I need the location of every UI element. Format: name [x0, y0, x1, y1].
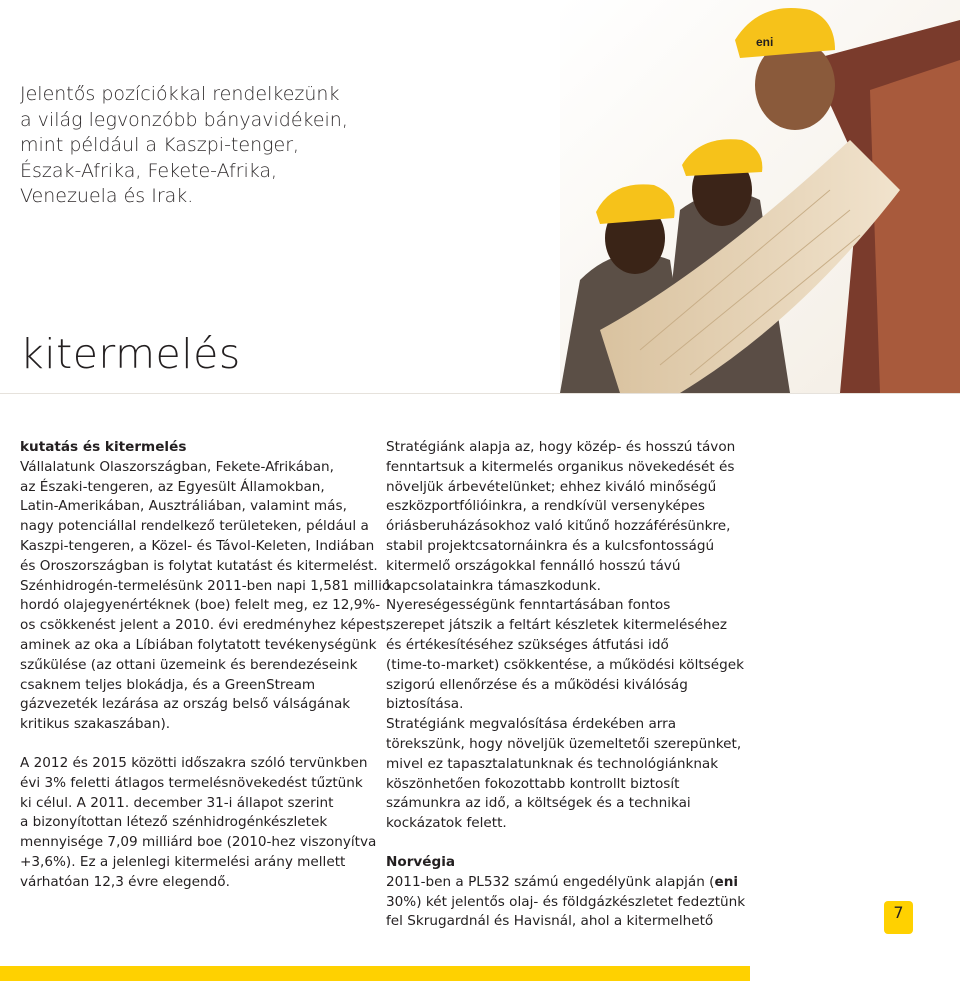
- text-line: +3,6%). Ez a jelenlegi kitermelési arány mellett: [20, 853, 346, 870]
- text-line: növeljük árbevételünket; ehhez kiváló minőségű: [386, 478, 717, 495]
- text-line: köszönhetően fokozottabb kontrollt biztosít: [386, 775, 680, 792]
- left-column: [20, 438, 391, 893]
- page-number: 7: [884, 901, 913, 934]
- workers-illustration: [560, 0, 960, 393]
- text-line: Nyereségességünk fenntartásában fontos: [386, 597, 671, 614]
- text-line: szűkülése (az ottani üzemeink és berendezéseink: [20, 656, 358, 673]
- eni-bold: eni: [714, 873, 739, 890]
- text-line: csaknem teljes blokádja, és a GreenStream: [20, 676, 316, 693]
- text-fragment: 2011-ben a PL532 számú engedélyünk alapján (: [386, 873, 715, 890]
- text-line: kritikus szakaszában).: [20, 716, 171, 733]
- text-line: stabil projektcsatornáinkra és a kulcsfontosságú: [386, 537, 715, 554]
- text-line: Stratégiánk alapja az, hogy közép- és hosszú távon: [386, 439, 736, 455]
- text-line: Szénhidrogén-termelésünk 2011-ben napi 1,581 millió: [20, 577, 391, 594]
- text-line: os csökkenést jelent a 2010. évi eredményhez képest,: [20, 617, 390, 634]
- intro-line: Venezuela és Irak.: [20, 185, 194, 207]
- text-line: kockázatok felett.: [386, 815, 507, 832]
- intro-line: a világ legvonzóbb bányavidékein,: [20, 108, 348, 131]
- intro-line: Jelentős pozíciókkal rendelkezünk: [20, 83, 340, 105]
- section-title: kitermelés: [20, 330, 241, 378]
- text-line: szigorú ellenőrzése és a működési kiválóság: [386, 676, 688, 693]
- text-line: évi 3% feletti átlagos termelésnövekedést tűztünk: [20, 774, 363, 791]
- text-line: törekszünk, hogy növeljük üzemeltetői szerepünket,: [386, 735, 742, 752]
- left-paragraph-2: [20, 754, 377, 893]
- footer-bar: [0, 966, 750, 981]
- text-line: eszközportfólióinkra, a rendkívül versenyképes: [386, 498, 705, 515]
- text-line: Kaszpi-tengeren, a Közel- és Távol-Keleten, Indiában: [20, 537, 375, 554]
- text-line: 30%) két jelentős olaj- és földgázkészletet fedeztünk: [386, 893, 746, 910]
- text-line: biztosítása.: [386, 696, 464, 713]
- left-heading: kutatás és kitermelés: [20, 439, 187, 455]
- text-line: Latin-Amerikában, Ausztráliában, valamint más,: [20, 498, 347, 515]
- text-line: fel Skrugardnál és Havisnál, ahol a kitermelhető: [386, 913, 714, 930]
- text-line: fenntartsuk a kitermelés organikus növekedését és: [386, 458, 735, 475]
- text-line: szerepet játszik a feltárt készletek kitermeléséhez: [386, 617, 727, 634]
- text-line: és Oroszországban is folytat kutatást és kitermelést.: [20, 557, 378, 574]
- text-line: kapcsolatainkra támaszkodunk.: [386, 577, 601, 594]
- text-line: és értékesítéséhez szükséges átfutási idő: [386, 636, 669, 653]
- text-line: Vállalatunk Olaszországban, Fekete-Afrikában,: [20, 458, 334, 475]
- text-line: várhatóan 12,3 évre elegendő.: [20, 873, 230, 890]
- text-line: mennyisége 7,09 milliárd boe (2010-hez viszonyítva: [20, 834, 377, 851]
- text-line: hordó olajegyenértéknek (boe) felelt meg, ez 12,9%-: [20, 597, 381, 614]
- text-line: mivel ez tapasztalatunknak és technológiánknak: [386, 755, 719, 772]
- left-paragraph-1: [20, 458, 391, 735]
- intro-line: mint például a Kaszpi-tenger,: [20, 134, 300, 156]
- text-line: [386, 873, 739, 893]
- right-paragraph-1: [386, 438, 744, 834]
- right-heading: Norvégia: [386, 853, 456, 870]
- right-column: [386, 438, 746, 932]
- text-line: Stratégiánk megvalósítása érdekében arra: [386, 716, 677, 733]
- text-line: számunkra az idő, a költségek és a technikai: [386, 795, 691, 812]
- intro-line: Észak-Afrika, Fekete-Afrika,: [20, 159, 278, 182]
- text-line: aminek az oka a Líbiában folytatott tevékenységünk: [20, 636, 377, 653]
- intro-text: [20, 82, 350, 210]
- helmet-logo: eni: [756, 35, 774, 49]
- text-line: ki célul. A 2011. december 31-i állapot szerint: [20, 794, 334, 811]
- workers-photo: [560, 0, 960, 393]
- text-line: a bizonyítottan létező szénhidrogénkészletek: [20, 814, 328, 831]
- text-line: az Északi-tengeren, az Egyesült Államokban,: [20, 478, 325, 495]
- text-line: A 2012 és 2015 közötti időszakra szóló tervünkben: [20, 754, 368, 771]
- right-paragraph-2: [386, 873, 746, 932]
- text-line: nagy potenciállal rendelkező területeken, például a: [20, 518, 369, 535]
- text-line: gázvezeték lezárása az ország belső válságának: [20, 696, 351, 713]
- text-line: kitermelő országokkal fennálló hosszú távú: [386, 557, 681, 574]
- text-line: (time-to-market) csökkentése, a működési költségek: [386, 656, 744, 673]
- text-line: óriásberuházásokhoz való kitűnő hozzáférésünkre,: [386, 518, 731, 535]
